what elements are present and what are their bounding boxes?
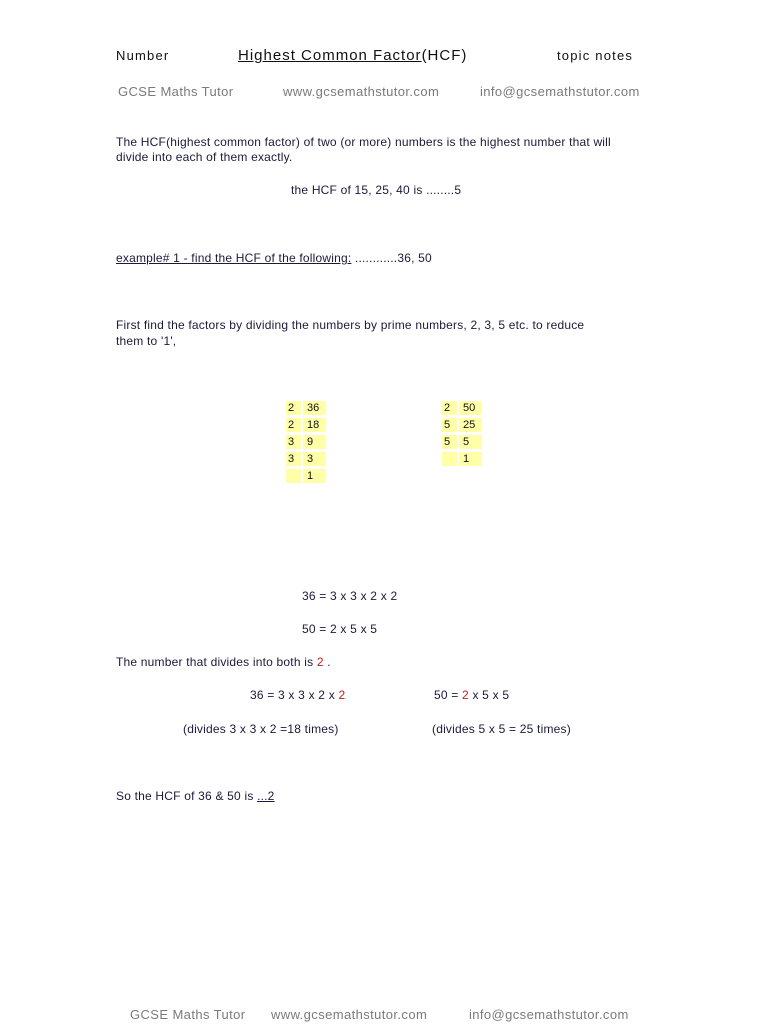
method-line-1: First find the factors by dividing the numbers by prime numbers, 2, 3, 5 etc. to reduce (116, 318, 585, 332)
footer-tutor: GCSE Maths Tutor (130, 1007, 246, 1022)
prime-divisor-cell (442, 452, 457, 466)
quotient-cell: 18 (303, 418, 326, 432)
page-title-main: Highest Common Factor (238, 47, 422, 64)
factor-row (286, 435, 326, 449)
factor-row (286, 418, 326, 432)
quotient-cell: 1 (459, 452, 482, 466)
example-label: example# 1 - find the HCF of the following: (116, 251, 352, 265)
intro-example-hcf: the HCF of 15, 25, 40 is ........5 (291, 183, 462, 197)
highlight-50-prefix: 50 = (434, 688, 463, 702)
highlight-50 (434, 687, 509, 703)
quotient-cell: 5 (459, 435, 482, 449)
quotient-cell: 50 (459, 401, 482, 415)
product-36: 36 = 3 x 3 x 2 x 2 (302, 589, 398, 603)
intro-line-1: The HCF(highest common factor) of two (or more) numbers is the highest number that will (116, 135, 611, 149)
factor-row (286, 469, 326, 483)
prime-divisor-cell: 5 (442, 418, 457, 432)
common-text: The number that divides into both is (116, 655, 317, 669)
common-divisor-line (116, 654, 331, 670)
prime-divisor-cell (286, 469, 301, 483)
factor-row (442, 452, 482, 466)
conclusion (116, 788, 275, 804)
factor-table-50 (440, 398, 484, 469)
factor-row (442, 401, 482, 415)
method-line-2: them to '1', (116, 334, 177, 348)
highlight-36 (250, 687, 345, 703)
product-50: 50 = 2 x 5 x 5 (302, 622, 378, 636)
prime-divisor-cell: 3 (286, 452, 301, 466)
prime-divisor-cell: 3 (286, 435, 301, 449)
common-end: . (323, 655, 331, 669)
prime-divisor-cell: 2 (286, 418, 301, 432)
factor-row (286, 452, 326, 466)
factor-row (442, 435, 482, 449)
factor-row (286, 401, 326, 415)
conclusion-text: So the HCF of 36 & 50 is (116, 789, 258, 803)
example-heading (116, 250, 432, 266)
factor-row (442, 418, 482, 432)
example-values: ............36, 50 (351, 251, 432, 265)
prime-divisor-cell: 5 (442, 435, 457, 449)
header-topic: Number (116, 48, 170, 63)
page-title (238, 47, 467, 64)
subheader-email: info@gcsemathstutor.com (480, 84, 640, 99)
prime-divisor-cell: 2 (442, 401, 457, 415)
factor-table-36 (284, 398, 328, 486)
highlight-50-suffix: x 5 x 5 (468, 688, 510, 702)
quotient-cell: 3 (303, 452, 326, 466)
quotient-cell: 1 (303, 469, 326, 483)
highlight-50-red: 2 (462, 688, 469, 702)
footer-website: www.gcsemathstutor.com (271, 1007, 428, 1022)
divides-50: (divides 5 x 5 = 25 times) (432, 722, 571, 736)
page-title-suffix: (HCF) (421, 47, 468, 64)
intro-line-2: divide into each of them exactly. (116, 150, 293, 164)
subheader-website: www.gcsemathstutor.com (283, 84, 440, 99)
prime-divisor-cell: 2 (286, 401, 301, 415)
footer-email: info@gcsemathstutor.com (469, 1007, 629, 1022)
quotient-cell: 36 (303, 401, 326, 415)
conclusion-answer: ...2 (257, 789, 275, 803)
highlight-36-red: 2 (338, 688, 346, 702)
common-value: 2 (316, 655, 324, 669)
quotient-cell: 25 (459, 418, 482, 432)
highlight-36-prefix: 36 = 3 x 3 x 2 x (250, 688, 339, 702)
header-notes: topic notes (557, 48, 634, 63)
subheader-tutor: GCSE Maths Tutor (118, 84, 234, 99)
quotient-cell: 9 (303, 435, 326, 449)
divides-36: (divides 3 x 3 x 2 =18 times) (183, 722, 339, 736)
